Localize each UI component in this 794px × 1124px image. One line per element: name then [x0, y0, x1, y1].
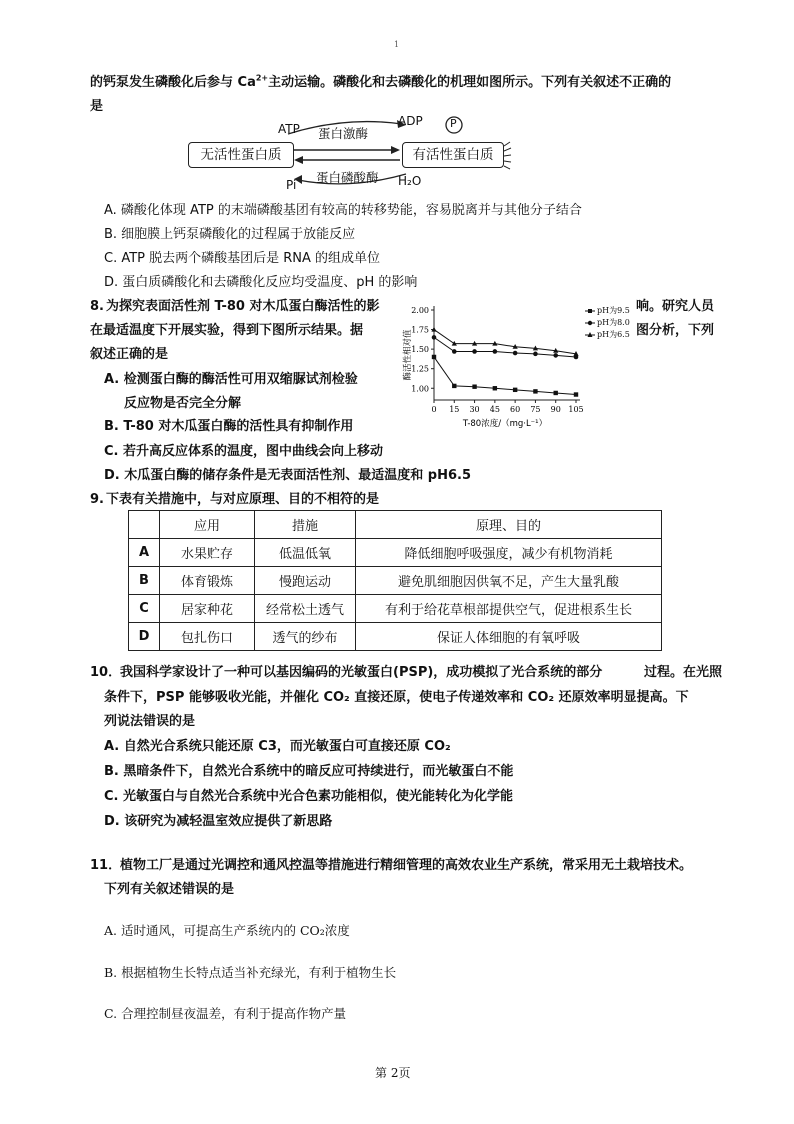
legend-marker [585, 331, 595, 339]
q8-stem-line-2-tail: 图分析，下列 [636, 323, 715, 338]
q8-stem-line-1: 为探究表面活性剂 T-80 对木瓜蛋白酶活性的影 [106, 299, 380, 314]
data-point [513, 351, 518, 356]
q11-option-a: A. 适时通风，可提高生产系统内的 CO₂浓度 [104, 923, 350, 938]
table-cell: 保证人体细胞的有氧呼吸 [356, 623, 662, 651]
table-cell: A [129, 539, 160, 567]
data-point [554, 391, 558, 395]
page-marker: 1 [394, 40, 400, 49]
intro-line-1b: 主动运输。磷酸化和去磷酸化的机理如图所示。下列有关叙述不正确的 [268, 75, 672, 90]
legend-symbol [585, 307, 595, 315]
q10-stem-line-2: 条件下，PSP 能够吸收光能，并催化 CO₂ 直接还原，使电子传递效率和 CO₂ 还原效率明显提高。下 [104, 690, 689, 705]
data-point [472, 349, 477, 354]
legend-item [585, 317, 635, 329]
table-cell: 居家种花 [160, 595, 255, 623]
q8-stem-line-1-tail: 响。研究人员 [636, 299, 715, 314]
q8-option-b: B. T-80 对木瓜蛋白酶的活性具有抑制作用 [104, 419, 354, 434]
x-tick-label: 0 [431, 405, 437, 414]
legend-marker [585, 319, 595, 327]
table-row [129, 623, 662, 651]
y-tick-label: 1.00 [411, 384, 429, 394]
measures-table [128, 510, 662, 651]
intro-line-1 [90, 74, 671, 92]
x-tick-label: 60 [510, 405, 521, 414]
q10-number: 10． [90, 665, 122, 680]
data-point [432, 355, 436, 359]
y-tick-label: 1.50 [411, 345, 429, 355]
q10-stem-line-1a: 我国科学家设计了一种可以基因编码的光敏蛋白(PSP)，成功模拟了光合系统的部分 [120, 665, 603, 680]
data-point [533, 389, 537, 393]
table-header-cell [129, 511, 160, 539]
q11-option-c: C. 合理控制昼夜温差，有利于提高作物产量 [104, 1006, 347, 1021]
table-header-cell: 原理、目的 [356, 511, 662, 539]
adp-label: ADP [398, 114, 423, 128]
phosphate-circle-label: P [450, 117, 457, 130]
x-tick-label: 15 [449, 405, 460, 414]
legend-symbol [585, 331, 595, 339]
y-axis-title: 酶活性相对值 [403, 329, 413, 381]
phosphorylation-diagram [180, 112, 520, 192]
x-tick-label: 105 [568, 405, 584, 414]
q11-option-b: B. 根据植物生长特点适当补充绿光，有利于植物生长 [104, 965, 397, 980]
data-point [472, 384, 476, 388]
data-point [553, 353, 558, 358]
q8-option-c: C. 若升高反应体系的温度，图中曲线会向上移动 [104, 444, 384, 459]
q7-option-d: D. 蛋白质磷酸化和去磷酸化反应均受温度、pH 的影响 [104, 275, 418, 290]
table-cell: 包扎伤口 [160, 623, 255, 651]
data-point [432, 335, 437, 340]
legend-label: pH为6.5 [597, 330, 630, 339]
x-tick-label: 30 [469, 405, 480, 414]
q9-number: 9. [90, 492, 104, 507]
q11-stem-line-2: 下列有关叙述错误的是 [104, 882, 235, 897]
page-footer: 第 2页 [375, 1066, 411, 1080]
x-tick-label: 75 [530, 405, 541, 414]
y-tick-label: 2.00 [411, 306, 429, 315]
legend-item [585, 329, 635, 341]
q11-number: 11． [90, 858, 122, 873]
inactive-protein-box: 无活性蛋白质 [188, 142, 294, 168]
table-cell: 避免肌细胞因供氧不足，产生大量乳酸 [356, 567, 662, 595]
q8-stem-line-2: 在最适温度下开展实验，得到下图所示结果。据 [90, 323, 364, 338]
y-tick-label: 1.25 [411, 364, 429, 374]
kinase-label: 蛋白激酶 [318, 126, 369, 141]
q8-option-a-2: 反应物是否完全分解 [124, 396, 242, 411]
atp-label: ATP [278, 122, 300, 136]
series-line [434, 357, 576, 395]
q9-stem: 下表有关措施中，与对应原理、目的不相符的是 [106, 492, 380, 507]
q10-option-a: A. 自然光合系统只能还原 C3，而光敏蛋白可直接还原 CO₂ [104, 739, 451, 754]
table-cell: 透气的纱布 [255, 623, 356, 651]
intro-line-1a: 的钙泵发生磷酸化后参与 Ca [90, 75, 256, 90]
phosphatase-label: 蛋白磷酸酶 [316, 170, 379, 185]
legend-label: pH为8.0 [597, 318, 630, 327]
data-point [452, 349, 457, 354]
table-cell: 降低细胞呼吸强度，减少有机物消耗 [356, 539, 662, 567]
q7-option-b: B. 细胞膜上钙泵磷酸化的过程属于放能反应 [104, 227, 356, 242]
pi-label: Pi [286, 178, 297, 192]
table-cell: 慢跑运动 [255, 567, 356, 595]
q10-option-c: C. 光敏蛋白与自然光合系统中光合色素功能相似，使光能转化为化学能 [104, 789, 514, 804]
active-protein-box: 有活性蛋白质 [402, 142, 504, 168]
q10-option-d: D. 该研究为减轻温室效应提供了新思路 [104, 814, 333, 829]
x-axis-title: T-80浓度/（mg·L⁻¹） [462, 419, 548, 429]
table-cell: C [129, 595, 160, 623]
q8-option-a-1: A. 检测蛋白酶的酶活性可用双缩脲试剂检验 [104, 372, 358, 387]
data-point [533, 352, 538, 357]
q7-option-c: C. ATP 脱去两个磷酸基团后是 RNA 的组成单位 [104, 251, 381, 266]
table-cell: B [129, 567, 160, 595]
data-point [574, 392, 578, 396]
data-point [513, 388, 517, 392]
intro-line-2: 是 [90, 99, 104, 114]
q11-stem-line-1: 植物工厂是通过光调控和通风控温等措施进行精细管理的高效农业生产系统，常采用无土栽培技术。 [120, 858, 693, 873]
q7-option-a: A. 磷酸化体现 ATP 的末端磷酸基团有较高的转移势能，容易脱离并与其他分子结合 [104, 203, 582, 218]
y-tick-label: 1.75 [411, 325, 429, 335]
q10-stem-line-3: 列说法错误的是 [104, 714, 196, 729]
table-cell: D [129, 623, 160, 651]
q8-option-d: D. 木瓜蛋白酶的储存条件是无表面活性剂、最适温度和 pH6.5 [104, 468, 471, 483]
table-row [129, 539, 662, 567]
table-header-cell: 应用 [160, 511, 255, 539]
q10-option-b: B. 黑暗条件下，自然光合系统中的暗反应可持续进行，而光敏蛋白不能 [104, 764, 514, 779]
x-tick-label: 90 [550, 405, 561, 414]
q8-number: 8. [90, 299, 104, 314]
table-cell: 经常松土透气 [255, 595, 356, 623]
table-header-row [129, 511, 662, 539]
q8-stem-line-3: 叙述正确的是 [90, 347, 169, 362]
legend-item [585, 305, 635, 317]
legend-marker [585, 307, 595, 315]
data-point [493, 386, 497, 390]
h2o-label: H₂O [398, 174, 422, 188]
table-cell: 有利于给花草根部提供空气，促进根系生长 [356, 595, 662, 623]
data-point [452, 384, 456, 388]
table-row [129, 595, 662, 623]
table-cell: 低温低氧 [255, 539, 356, 567]
legend-label: pH为9.5 [597, 306, 630, 315]
table-cell: 体育锻炼 [160, 567, 255, 595]
table-row [129, 567, 662, 595]
x-tick-label: 45 [489, 405, 500, 414]
data-point [493, 349, 498, 354]
intro-sup: 2+ [255, 73, 269, 83]
table-header-cell: 措施 [255, 511, 356, 539]
chart-legend [585, 305, 635, 341]
legend-symbol [585, 319, 595, 327]
table-cell: 水果贮存 [160, 539, 255, 567]
q10-stem-line-1b: 过程。在光照 [644, 665, 723, 680]
